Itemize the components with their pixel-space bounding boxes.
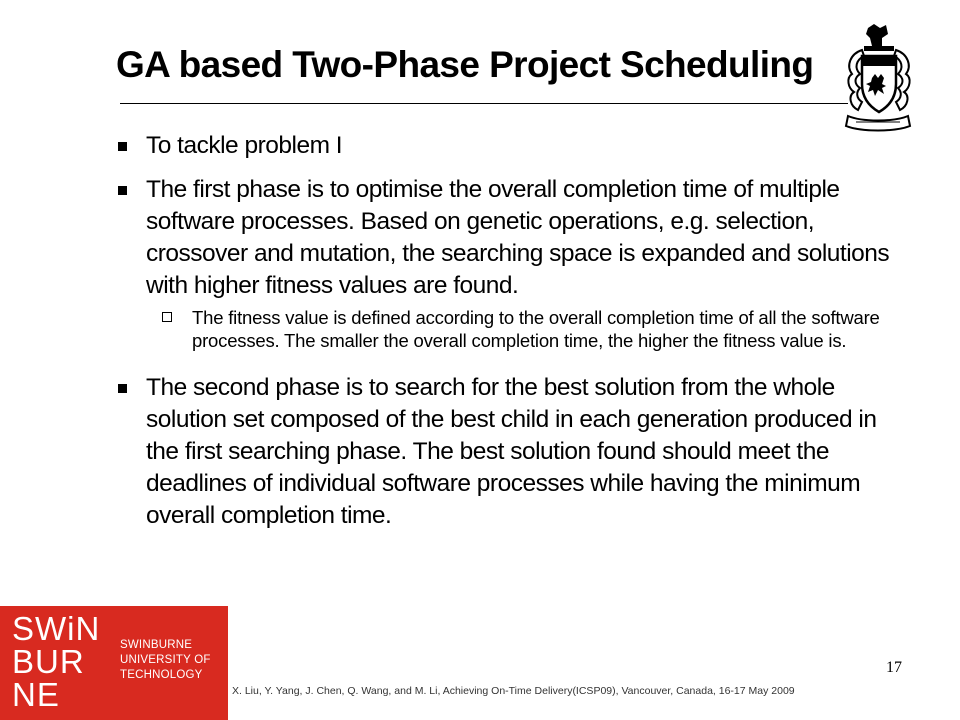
bullet-item [116,130,906,162]
slide-body [116,118,906,532]
bullet-item [116,174,906,302]
bullet-item [116,372,906,532]
sub-bullet-text: The fitness value is defined according to the overall completion time of all the software processes. The smaller the overall completion time, the higher the fitness value is. [192,307,880,351]
bullet-text: To tackle problem I [146,132,343,159]
footer-citation: X. Liu, Y. Yang, J. Chen, Q. Wang, and M. Li, Achieving On-Time Delivery(ICSP09), Vancouver, Canada, 16-17 May 2009 [232,685,795,697]
logo-mark-line: BUR [12,643,85,680]
square-bullet-icon [118,384,127,393]
logo-name-line: UNIVERSITY OF [120,654,211,666]
title-divider [120,103,848,104]
logo-university-name [120,638,224,683]
bullet-text: The second phase is to search for the best solution from the whole solution set composed of the best child in each generation produced in the first searching phase. The best solution found should meet the deadlines of individual software processes while having the minimum overall completion time. [146,374,877,529]
sub-bullet-item [192,306,892,352]
logo-wordmark [12,610,112,714]
square-bullet-icon [118,186,127,195]
slide-title: GA based Two-Phase Project Scheduling [116,44,814,85]
page-number: 17 [886,659,902,676]
logo-name-line: SWINBURNE [120,639,193,651]
hollow-square-bullet-icon [162,312,172,322]
bullet-text: The first phase is to optimise the overall completion time of multiple software processes. Based on genetic operations, e.g. selection, crossover and mutation, the searching space is expanded and solutions with higher fitness values are found. [146,176,890,299]
logo-mark-line: NE [12,676,60,713]
logo-name-line: TECHNOLOGY [120,669,203,681]
logo-mark-line: SWiN [12,610,101,647]
swinburne-logo [0,606,228,720]
square-bullet-icon [118,142,127,151]
